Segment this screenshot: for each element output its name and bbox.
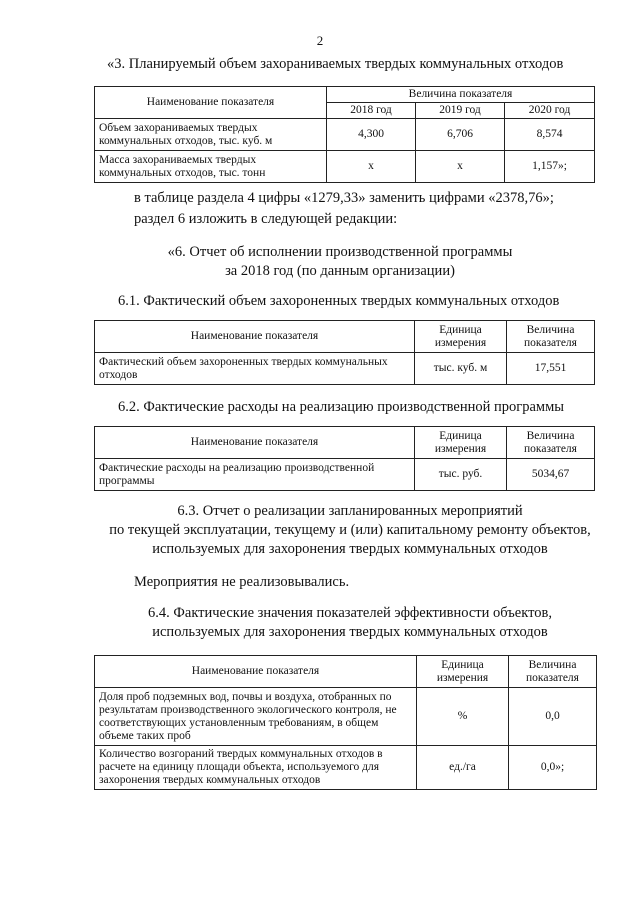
table-header-row [95,87,595,103]
row-name: Фактические расходы на реализацию производственной программы [95,459,415,491]
section64-title-line2: используемых для захоронения твердых коммунальных отходов [152,624,548,640]
column-header-name: Наименование показателя [95,321,415,353]
table-row [95,459,595,491]
section61-table [94,320,595,385]
column-header-name: Наименование показателя [95,656,417,688]
section6-title-line2: за 2018 год (по данным организации) [225,263,455,279]
section3-title: «3. Планируемый объем захораниваемых твердых коммунальных отходов [107,56,564,72]
amendment-text-2: раздел 6 изложить в следующей редакции: [134,211,398,227]
cell-value: 4,300 [327,119,416,151]
table-row [95,151,595,183]
section63-title-line1: 6.3. Отчет о реализации запланированных мероприятий [177,503,523,519]
cell-value: 0,0»; [509,746,597,790]
page-number: 2 [316,33,324,48]
table-header-row [95,656,597,688]
section64-title-line1: 6.4. Фактические значения показателей эффективности объектов, [148,605,552,621]
row-name: Объем захораниваемых твердых коммунальных отходов, тыс. куб. м [95,119,327,151]
column-header-unit: Единица измерения [415,427,507,459]
table-header-row [95,427,595,459]
table-row [95,688,597,746]
year-header: 2018 год [327,103,416,119]
table-row [95,119,595,151]
column-header-value: Величина показателя [509,656,597,688]
cell-value: 1,157»; [505,151,595,183]
column-header-unit: Единица измерения [417,656,509,688]
row-name: Доля проб подземных вод, почвы и воздуха, отобранных по результатам производственного экологического контроля, не соответствующих установленным требованиям, в общем объеме таких проб [95,688,417,746]
column-header-name: Наименование показателя [95,87,327,119]
row-name: Фактический объем захороненных твердых коммунальных отходов [95,353,415,385]
table-row [95,353,595,385]
cell-value: х [416,151,505,183]
section6-title-line1: «6. Отчет об исполнении производственной программы [167,244,513,260]
amendment-text-1: в таблице раздела 4 цифры «1279,33» заменить цифрами «2378,76»; [134,190,554,206]
section3-table [94,86,595,183]
column-header-name: Наименование показателя [95,427,415,459]
cell-value: х [327,151,416,183]
cell-value: 17,551 [507,353,595,385]
cell-unit: тыс. куб. м [415,353,507,385]
row-name: Масса захораниваемых твердых коммунальных отходов, тыс. тонн [95,151,327,183]
year-header: 2020 год [505,103,595,119]
section64-table [94,655,597,790]
table-header-row [95,321,595,353]
cell-value: 8,574 [505,119,595,151]
section62-title: 6.2. Фактические расходы на реализацию производственной программы [118,399,565,415]
cell-value: 5034,67 [507,459,595,491]
column-header-value: Величина показателя [327,87,595,103]
section63-title-line2: по текущей эксплуатации, текущему и (или) капитальному ремонту объектов, [109,522,591,538]
cell-value: 0,0 [509,688,597,746]
section63-title-line3: используемых для захоронения твердых коммунальных отходов [152,541,548,557]
section62-table [94,426,595,491]
section61-title: 6.1. Фактический объем захороненных твердых коммунальных отходов [118,293,560,309]
cell-unit: тыс. руб. [415,459,507,491]
cell-value: 6,706 [416,119,505,151]
cell-unit: % [417,688,509,746]
year-header: 2019 год [416,103,505,119]
cell-unit: ед./га [417,746,509,790]
row-name: Количество возгораний твердых коммунальных отходов в расчете на единицу площади объекта, используемого для захоронения твердых коммунальных отходов [95,746,417,790]
column-header-value: Величина показателя [507,427,595,459]
column-header-unit: Единица измерения [415,321,507,353]
column-header-value: Величина показателя [507,321,595,353]
table-row [95,746,597,790]
section63-note: Мероприятия не реализовывались. [134,574,350,590]
